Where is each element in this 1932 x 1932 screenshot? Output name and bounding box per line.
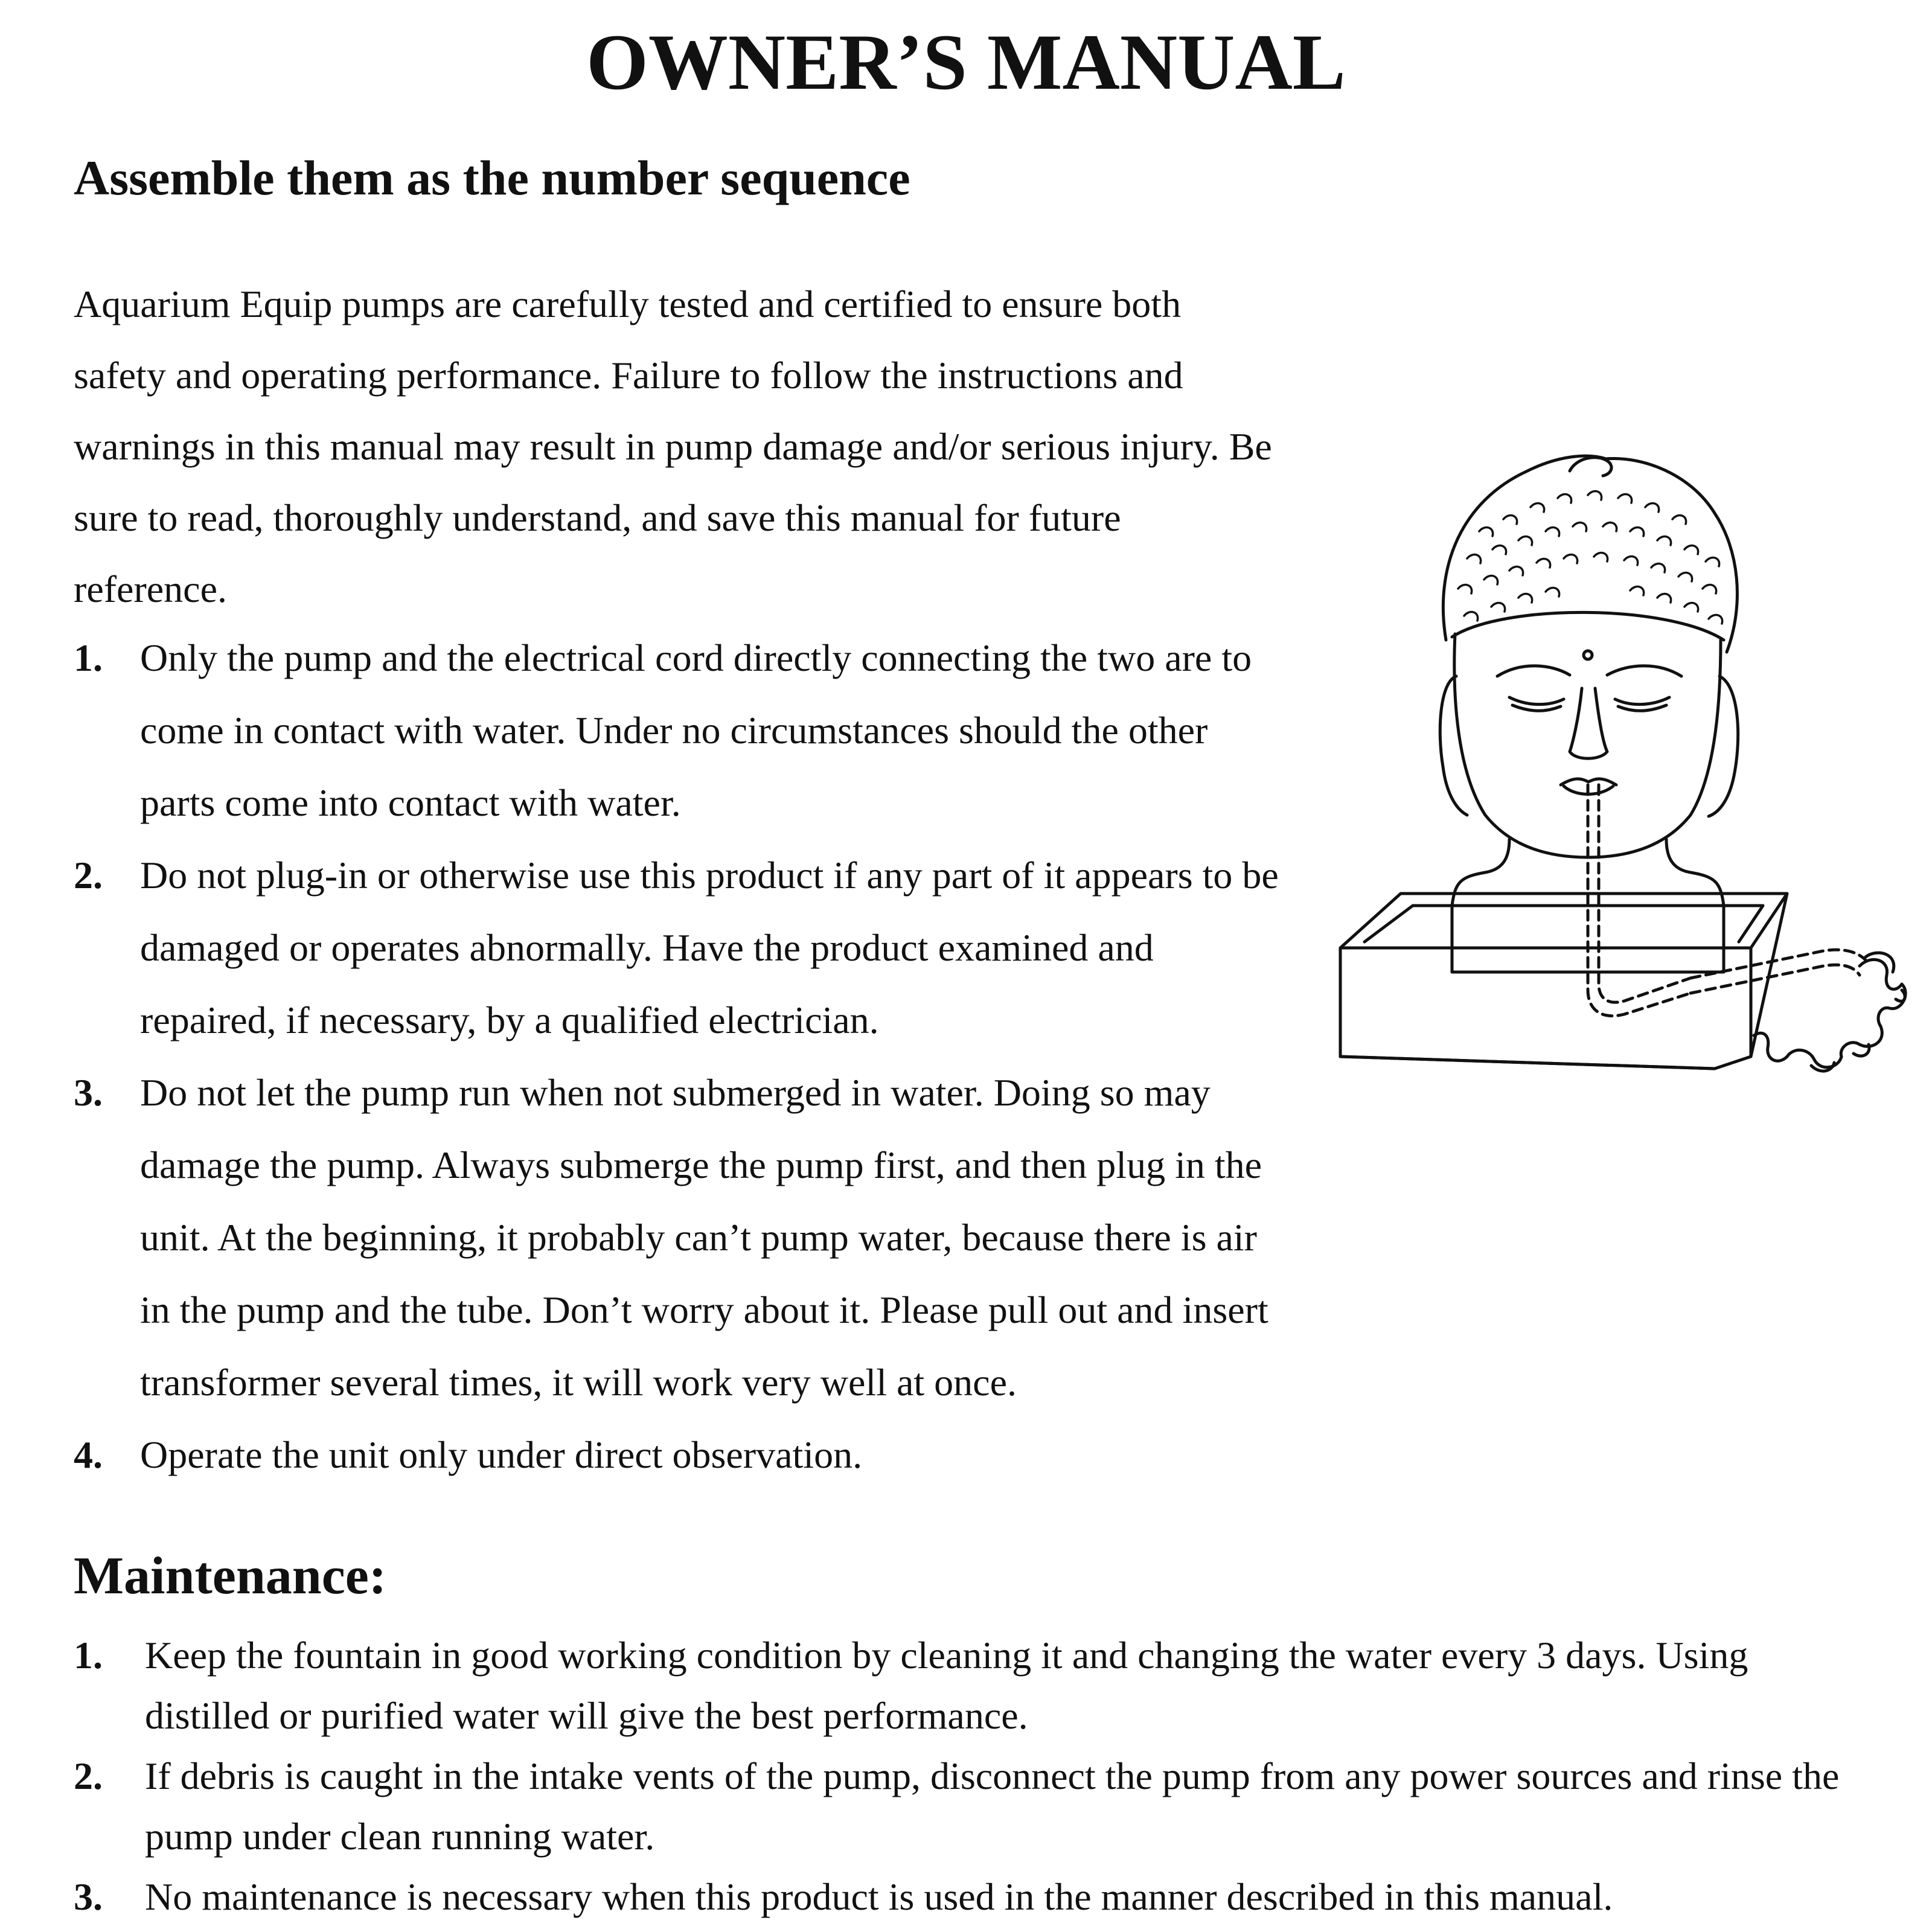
step-number: 3.	[74, 1071, 103, 1114]
step-number: 1.	[74, 1634, 103, 1677]
list-item	[74, 839, 1281, 1057]
assemble-steps-list	[74, 622, 1281, 1491]
step-number: 1.	[74, 636, 103, 679]
step-number: 3.	[74, 1875, 103, 1918]
list-item	[74, 1746, 1879, 1867]
step-number: 2.	[74, 854, 103, 897]
step-number: 2.	[74, 1754, 103, 1797]
step-text: No maintenance is necessary when this product is used in the manner described in this manual.	[145, 1875, 1613, 1918]
assemble-heading: Assemble them as the number sequence	[74, 150, 910, 205]
list-item	[74, 1419, 1281, 1491]
maintenance-heading: Maintenance:	[74, 1547, 387, 1605]
page-title: OWNER’S MANUAL	[586, 18, 1346, 106]
step-text: Do not let the pump run when not submerged in water. Doing so may damage the pump. Always submerge the pump first, and then plug in the unit. At the beginning, it probably can’t pump water, because there is air in the pump and the tube. Don’t worry about it. Please pull out and insert transformer several times, it will work very well at once.	[140, 1071, 1268, 1404]
step-text: Keep the fountain in good working condition by cleaning it and changing the water every 3 days. Using distilled or purified water will give the best performance.	[145, 1634, 1748, 1737]
step-text: Do not plug-in or otherwise use this product if any part of it appears to be damaged or operates abnormally. Have the product examined and repaired, if necessary, by a qualified electrician.	[140, 854, 1279, 1041]
list-item	[74, 1057, 1281, 1419]
step-text: Operate the unit only under direct observation.	[140, 1433, 863, 1476]
buddha-head-fountain-icon	[1328, 447, 1920, 1087]
step-text: If debris is caught in the intake vents of the pump, disconnect the pump from any power sources and rinse the pump under clean running water.	[145, 1754, 1840, 1858]
maintenance-steps-list	[74, 1625, 1879, 1927]
list-item	[74, 622, 1281, 839]
intro-paragraph: Aquarium Equip pumps are carefully tested and certified to ensure both safety and operating performance. Failure to follow the instructions and warnings in this manual may result in pump damage and/or serious injury. Be sure to read, thoroughly understand, and save this manual for future reference.	[74, 283, 1272, 610]
step-number: 4.	[74, 1433, 103, 1476]
list-item	[74, 1867, 1879, 1927]
list-item	[74, 1625, 1879, 1746]
step-text: Only the pump and the electrical cord directly connecting the two are to come in contact with water. Under no circumstances should the other parts come into contact with water.	[140, 636, 1252, 824]
